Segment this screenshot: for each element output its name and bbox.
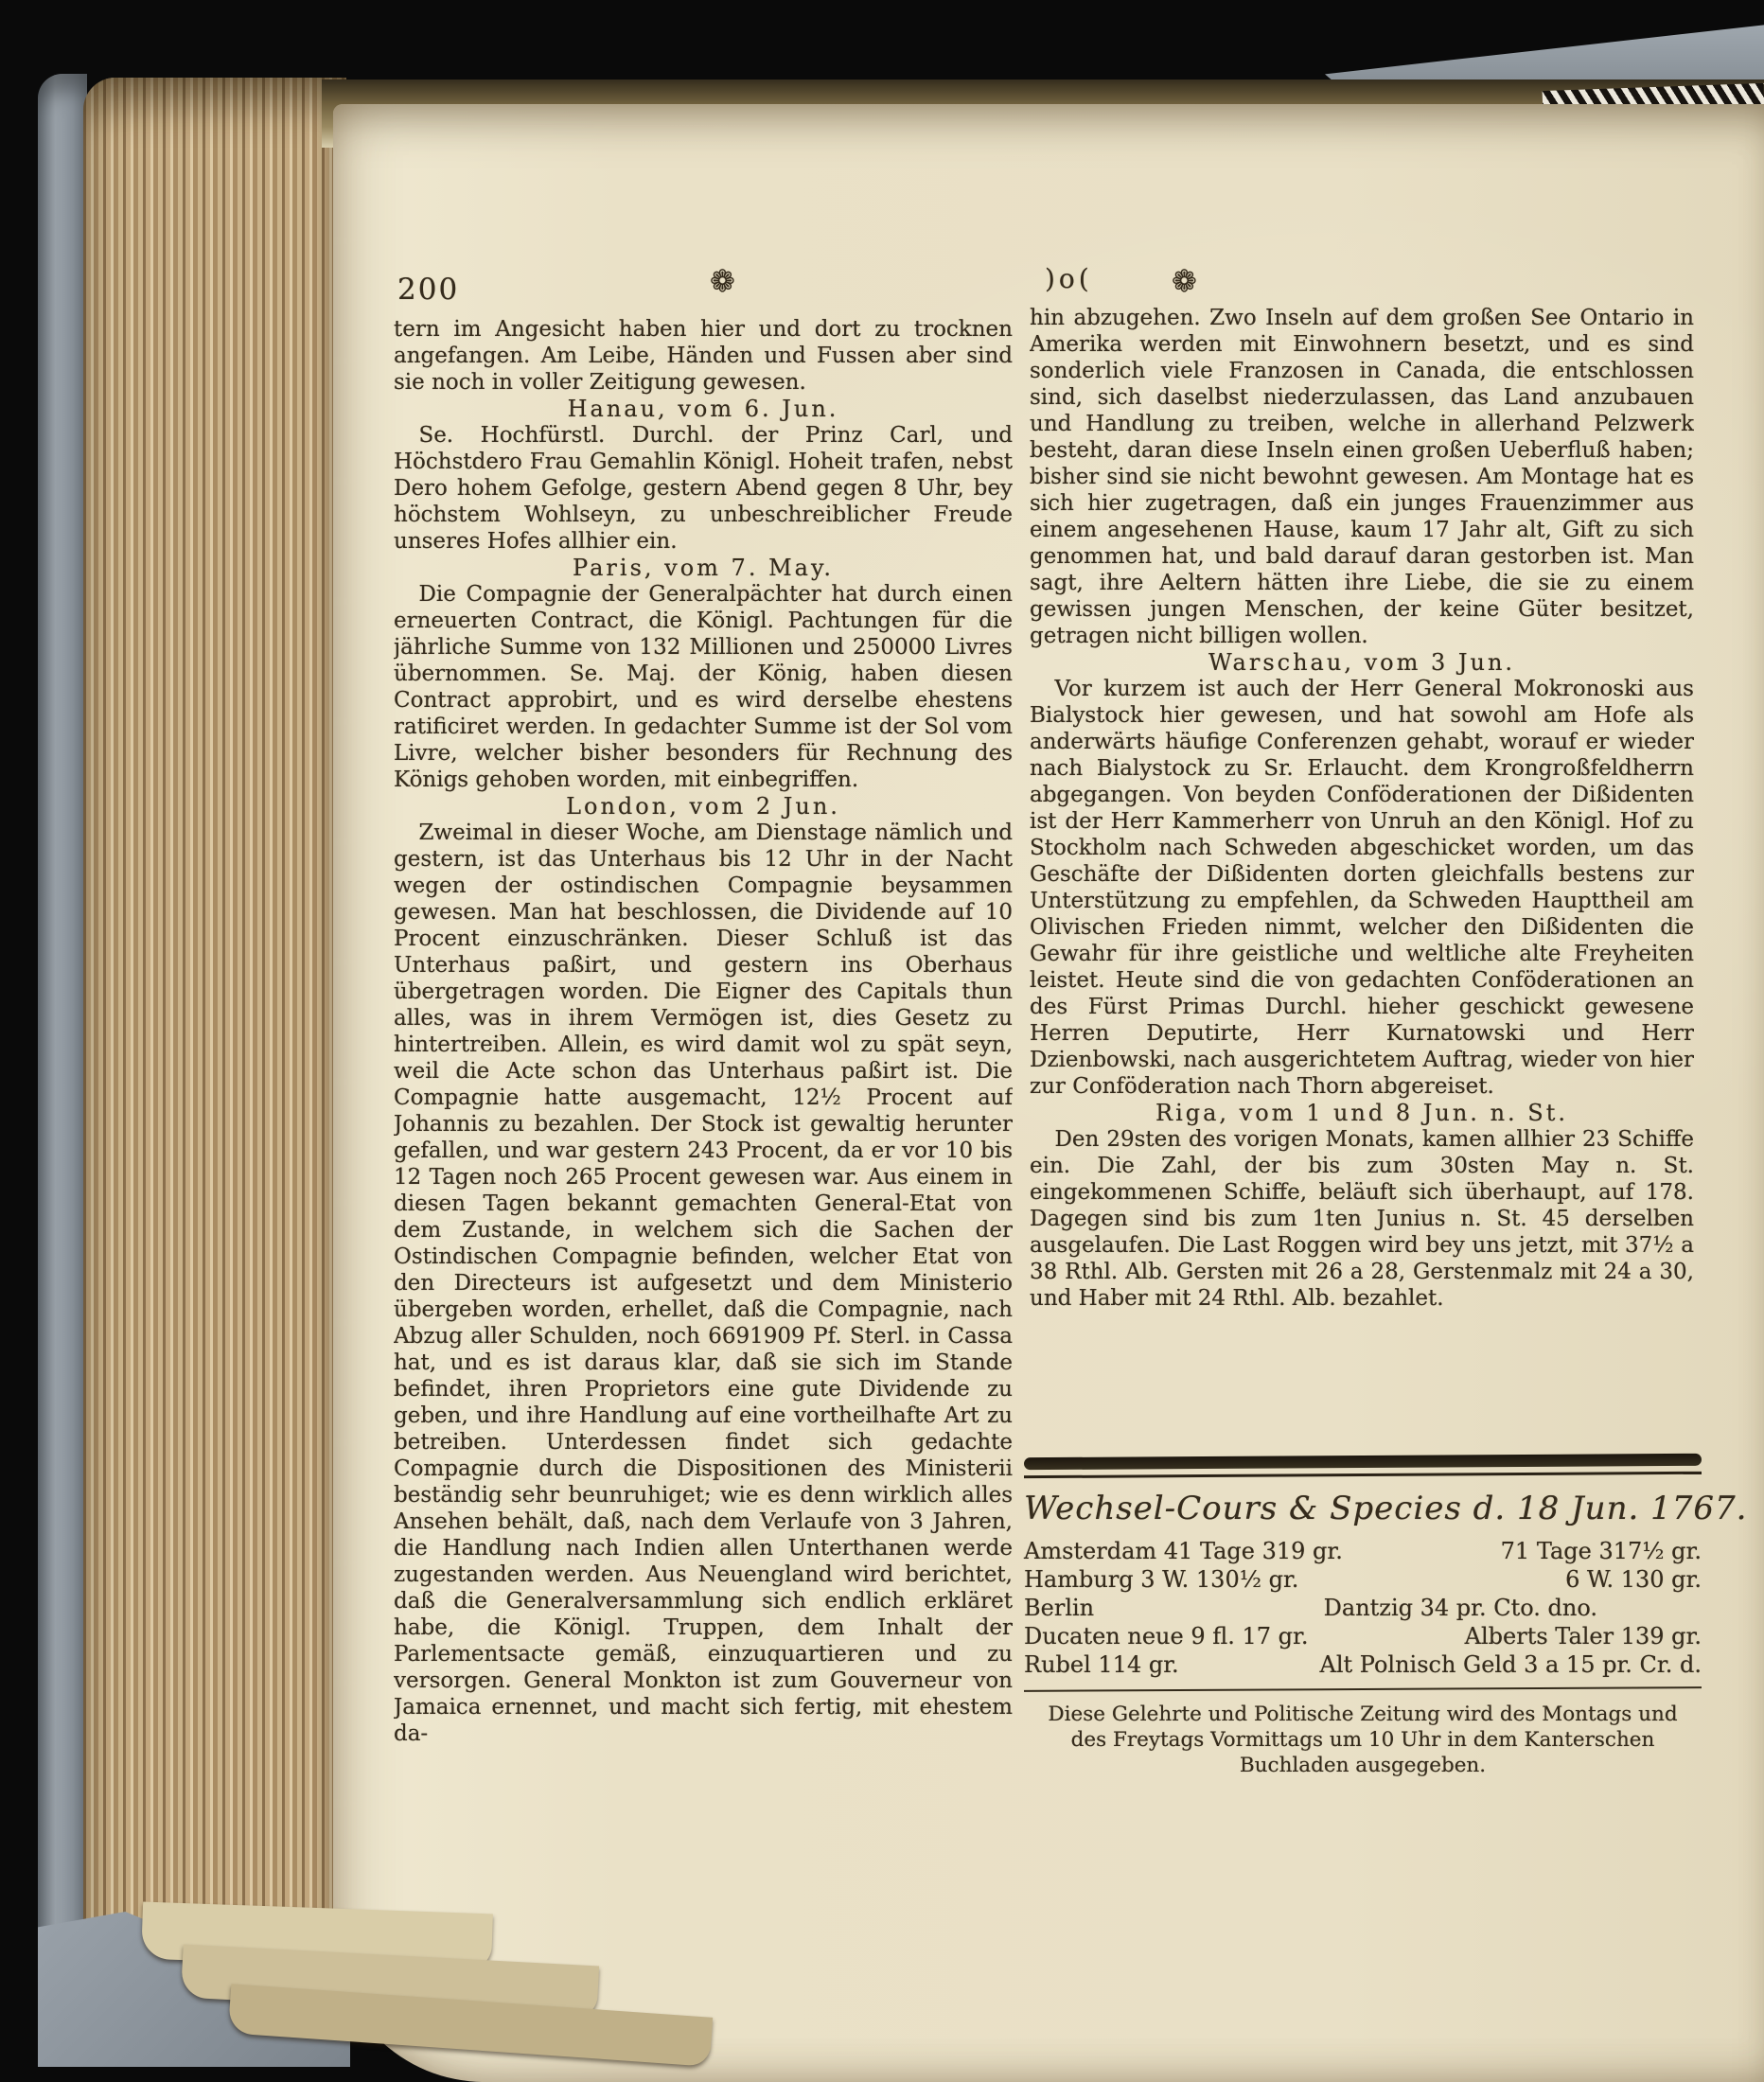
rate-left: Rubel 114 gr.	[1024, 1651, 1179, 1678]
article-paragraph: hin abzugehen. Zwo Inseln auf dem großen See Ontario in Amerika werden mit Einwohnern besetzt, und es sind sonderlich viele Franzosen in Canada, die entschlossen sind, sich daselbst niederzulassen, das Land anzubauen und Handlung zu treiben, welche in allerhand Pelzwerk besteht, daran diese Inseln einen großen Ueberfluß haben; bisher sind sie nicht bewohnt gewesen. Am Montage hat es sich hier zugetragen, daß ein junges Frauenzimmer aus einem angesehenen Hause, kaum 17 Jahr alt, Gift zu sich genommen hat, und bald darauf daran gestorben ist. Man sagt, ihre Aeltern hätten ihre Liebe, die sie zu einem gewissen jungen Menschen, der keine Güter besitzet, getragen nicht billigen wollen.	[1030, 306, 1694, 648]
exchange-rate-table	[1024, 1537, 1702, 1679]
rate-left: Hamburg 3 W. 130½ gr.	[1024, 1566, 1299, 1593]
rate-right: Alt Polnisch Geld 3 a 15 pr. Cr. d.	[1319, 1651, 1702, 1678]
exchange-rate-section	[1024, 1456, 1748, 1778]
page-edge-stack	[83, 78, 346, 2067]
rate-left: Amsterdam 41 Tage 319 gr.	[1024, 1538, 1343, 1564]
dateline-heading: Hanau, vom 6. Jun.	[567, 396, 839, 422]
rate-left: Ducaten neue 9 fl. 17 gr.	[1024, 1623, 1309, 1650]
dateline-heading: Riga, vom 1 und 8 Jun. n. St.	[1155, 1100, 1568, 1126]
article-paragraph: tern im Angesicht haben hier und dort zu trocknen angefangen. Am Leibe, Händen und Fussen aber sind sie noch in voller Zeitigung gewesen.	[394, 317, 1013, 395]
thick-rule	[1024, 1454, 1702, 1470]
right-text-column	[1030, 305, 1694, 1469]
article-paragraph: Die Compagnie der Generalpächter hat durch einen erneuerten Contract, die Königl. Pachtungen für die jährliche Summe von 132 Millionen und 250000 Livres übernommen. Se. Maj. der König, haben diesen Contract approbirt, und es wird derselbe ehestens ratificiret werden. In gedachter Summe ist der Sol vom Livre, welcher bisher besonders für Rechnung des Königs gehoben worden, mit einbegriffen.	[394, 582, 1013, 792]
exchange-section-title: Wechsel-Cours & Species d. 18 Jun. 1767.	[1024, 1490, 1748, 1527]
dateline-heading: Warschau, vom 3 Jun.	[1208, 649, 1516, 676]
book-page	[333, 104, 1764, 2082]
exchange-rate-row	[1024, 1594, 1702, 1622]
article-paragraph: Vor kurzem ist auch der Herr General Mokronoski aus Bialystock hier gewesen, und hat sowohl am Hofe als anderwärts häufige Conferenzen gehabt, worauf er wieder nach Bialystock zu Sr. Erlaucht. dem Krongroßfeldherrn abgegangen. Von beyden Conföderationen der Dißidenten ist der Herr Kammerherr von Unruh an den Königl. Hof zu Stockholm nach Schweden abgeschicket worden, um das Geschäfte der Dißidenten dorten gleichfalls bestens zur Unterstützung zu empfehlen, da Schweden Haupttheil am Olivischen Frieden nimmt, welcher den Dißidenten die Gewahr für ihre geistliche und weltliche alte Freyheiten leistet. Heute sind die von gedachten Conföderationen an des Fürst Primas Durchl. hieher geschickt gewesene Herren Deputirte, Herr Kurnatowski und Herr Dzienbowski, nach ausgerichtetem Auftrag, wieder von hier zur Conföderation nach Thorn abgereiset.	[1030, 677, 1694, 1099]
rate-right: Alberts Taler 139 gr.	[1464, 1623, 1702, 1650]
rate-left: Berlin	[1024, 1595, 1095, 1621]
fleuron-ornament-icon: ❁	[710, 263, 735, 299]
dateline-heading: London, vom 2 Jun.	[566, 793, 840, 820]
exchange-rate-row	[1024, 1565, 1702, 1594]
exchange-rate-row	[1024, 1537, 1702, 1565]
rate-right: Dantzig 34 pr. Cto. dno.	[1323, 1595, 1597, 1621]
thin-rule	[1024, 1686, 1702, 1692]
article-paragraph: Den 29sten des vorigen Monats, kamen allhier 23 Schiffe ein. Die Zahl, der bis zum 30sten May n. St. eingekommenen Schiffe, beläuft sich überhaupt, auf 178. Dagegen sind bis zum 1ten Junius n. St. 45 derselben ausgelaufen. Die Last Roggen wird bey uns jetzt, mit 37½ a 38 Rthl. Alb. Gersten mit 26 a 28, Gerstenmalz mit 24 a 30, und Haber mit 24 Rthl. Alb. bezahlet.	[1030, 1127, 1694, 1311]
article-paragraph: Zweimal in dieser Woche, am Dienstage nämlich und gestern, ist das Unterhaus bis 12 Uhr in der Nacht wegen der ostindischen Compagnie beysammen gewesen. Man hat beschlossen, die Dividende auf 10 Procent einzuschränken. Dieser Schluß ist das Unterhaus paßirt, und gestern ins Oberhaus übergetragen worden. Die Eigner des Capitals thun alles, was in ihrem Vermögen ist, dies Gesetz zu hintertreiben. Allein, es wird damit wol zu spät seyn, weil die Acte schon das Unterhaus paßirt ist. Die Compagnie hatte ausgemacht, 12½ Procent auf Johannis zu bezahlen. Der Stock ist gewaltig herunter gefallen, und war gestern 243 Procent, da er vor 10 bis 12 Tagen noch 265 Procent gewesen war. Aus einem in diesen Tagen bekannt gemachten General-Etat von dem Zustande, in welchem sich die Sachen der Ostindischen Compagnie befinden, welcher Etat von den Directeurs ist aufgesetzt und dem Ministerio übergeben worden, erhellet, daß die Compagnie, nach Abzug aller Schulden, noch 6691909 Pf. Sterl. in Cassa hat, und es ist daraus klar, daß sie sich im Stande befindet, ihren Proprietors eine gute Dividende zu geben, und ihre Handlung auf eine vortheilhafte Art zu betreiben. Unterdessen findet sich gedachte Compagnie durch die Dispositionen des Ministerii beständig sehr beunruhiget; wie es denn wirklich alles Ansehen behält, daß, nach dem Verlaufe von 3 Jahren, die Handlung nach Indien allen Unterthanen werde zugestanden werden. Aus Neuengland wird berichtet, daß die Generalversammlung sich endlich erkläret habe, die Königl. Truppen, dem Inhalt der Parlementsacte gemäß, einzuquartieren und zu versorgen. General Monkton ist zum Gouverneur von Jamaica ernennet, und macht sich fertig, mit ehestem da-	[394, 820, 1013, 1746]
exchange-rate-row	[1024, 1650, 1702, 1679]
rate-right: 6 W. 130 gr.	[1565, 1566, 1702, 1593]
rate-right: 71 Tage 317½ gr.	[1500, 1538, 1702, 1564]
article-paragraph: Se. Hochfürstl. Durchl. der Prinz Carl, und Höchstdero Frau Gemahlin Königl. Hoheit trafen, nebst Dero hohem Gefolge, gestern Abend gegen 8 Uhr, bey höchstem Wohlseyn, zu unbeschreiblicher Freude unseres Hofes allhier ein.	[394, 423, 1013, 554]
printers-mark: )o(	[1045, 263, 1093, 294]
fleuron-ornament-icon: ❁	[1172, 263, 1197, 299]
left-text-column	[394, 316, 1013, 1792]
page-number: 200	[397, 273, 460, 307]
dateline-heading: Paris, vom 7. May.	[573, 555, 834, 581]
thin-rule	[1024, 1472, 1702, 1478]
publisher-imprint: Diese Gelehrte und Politische Zeitung wird des Montags und des Freytags Vormittags um 10 Uhr in dem Kanterschen Buchladen ausgegeben.	[1048, 1703, 1678, 1777]
book-cover-cloth	[38, 74, 87, 2067]
exchange-rate-row	[1024, 1622, 1702, 1650]
